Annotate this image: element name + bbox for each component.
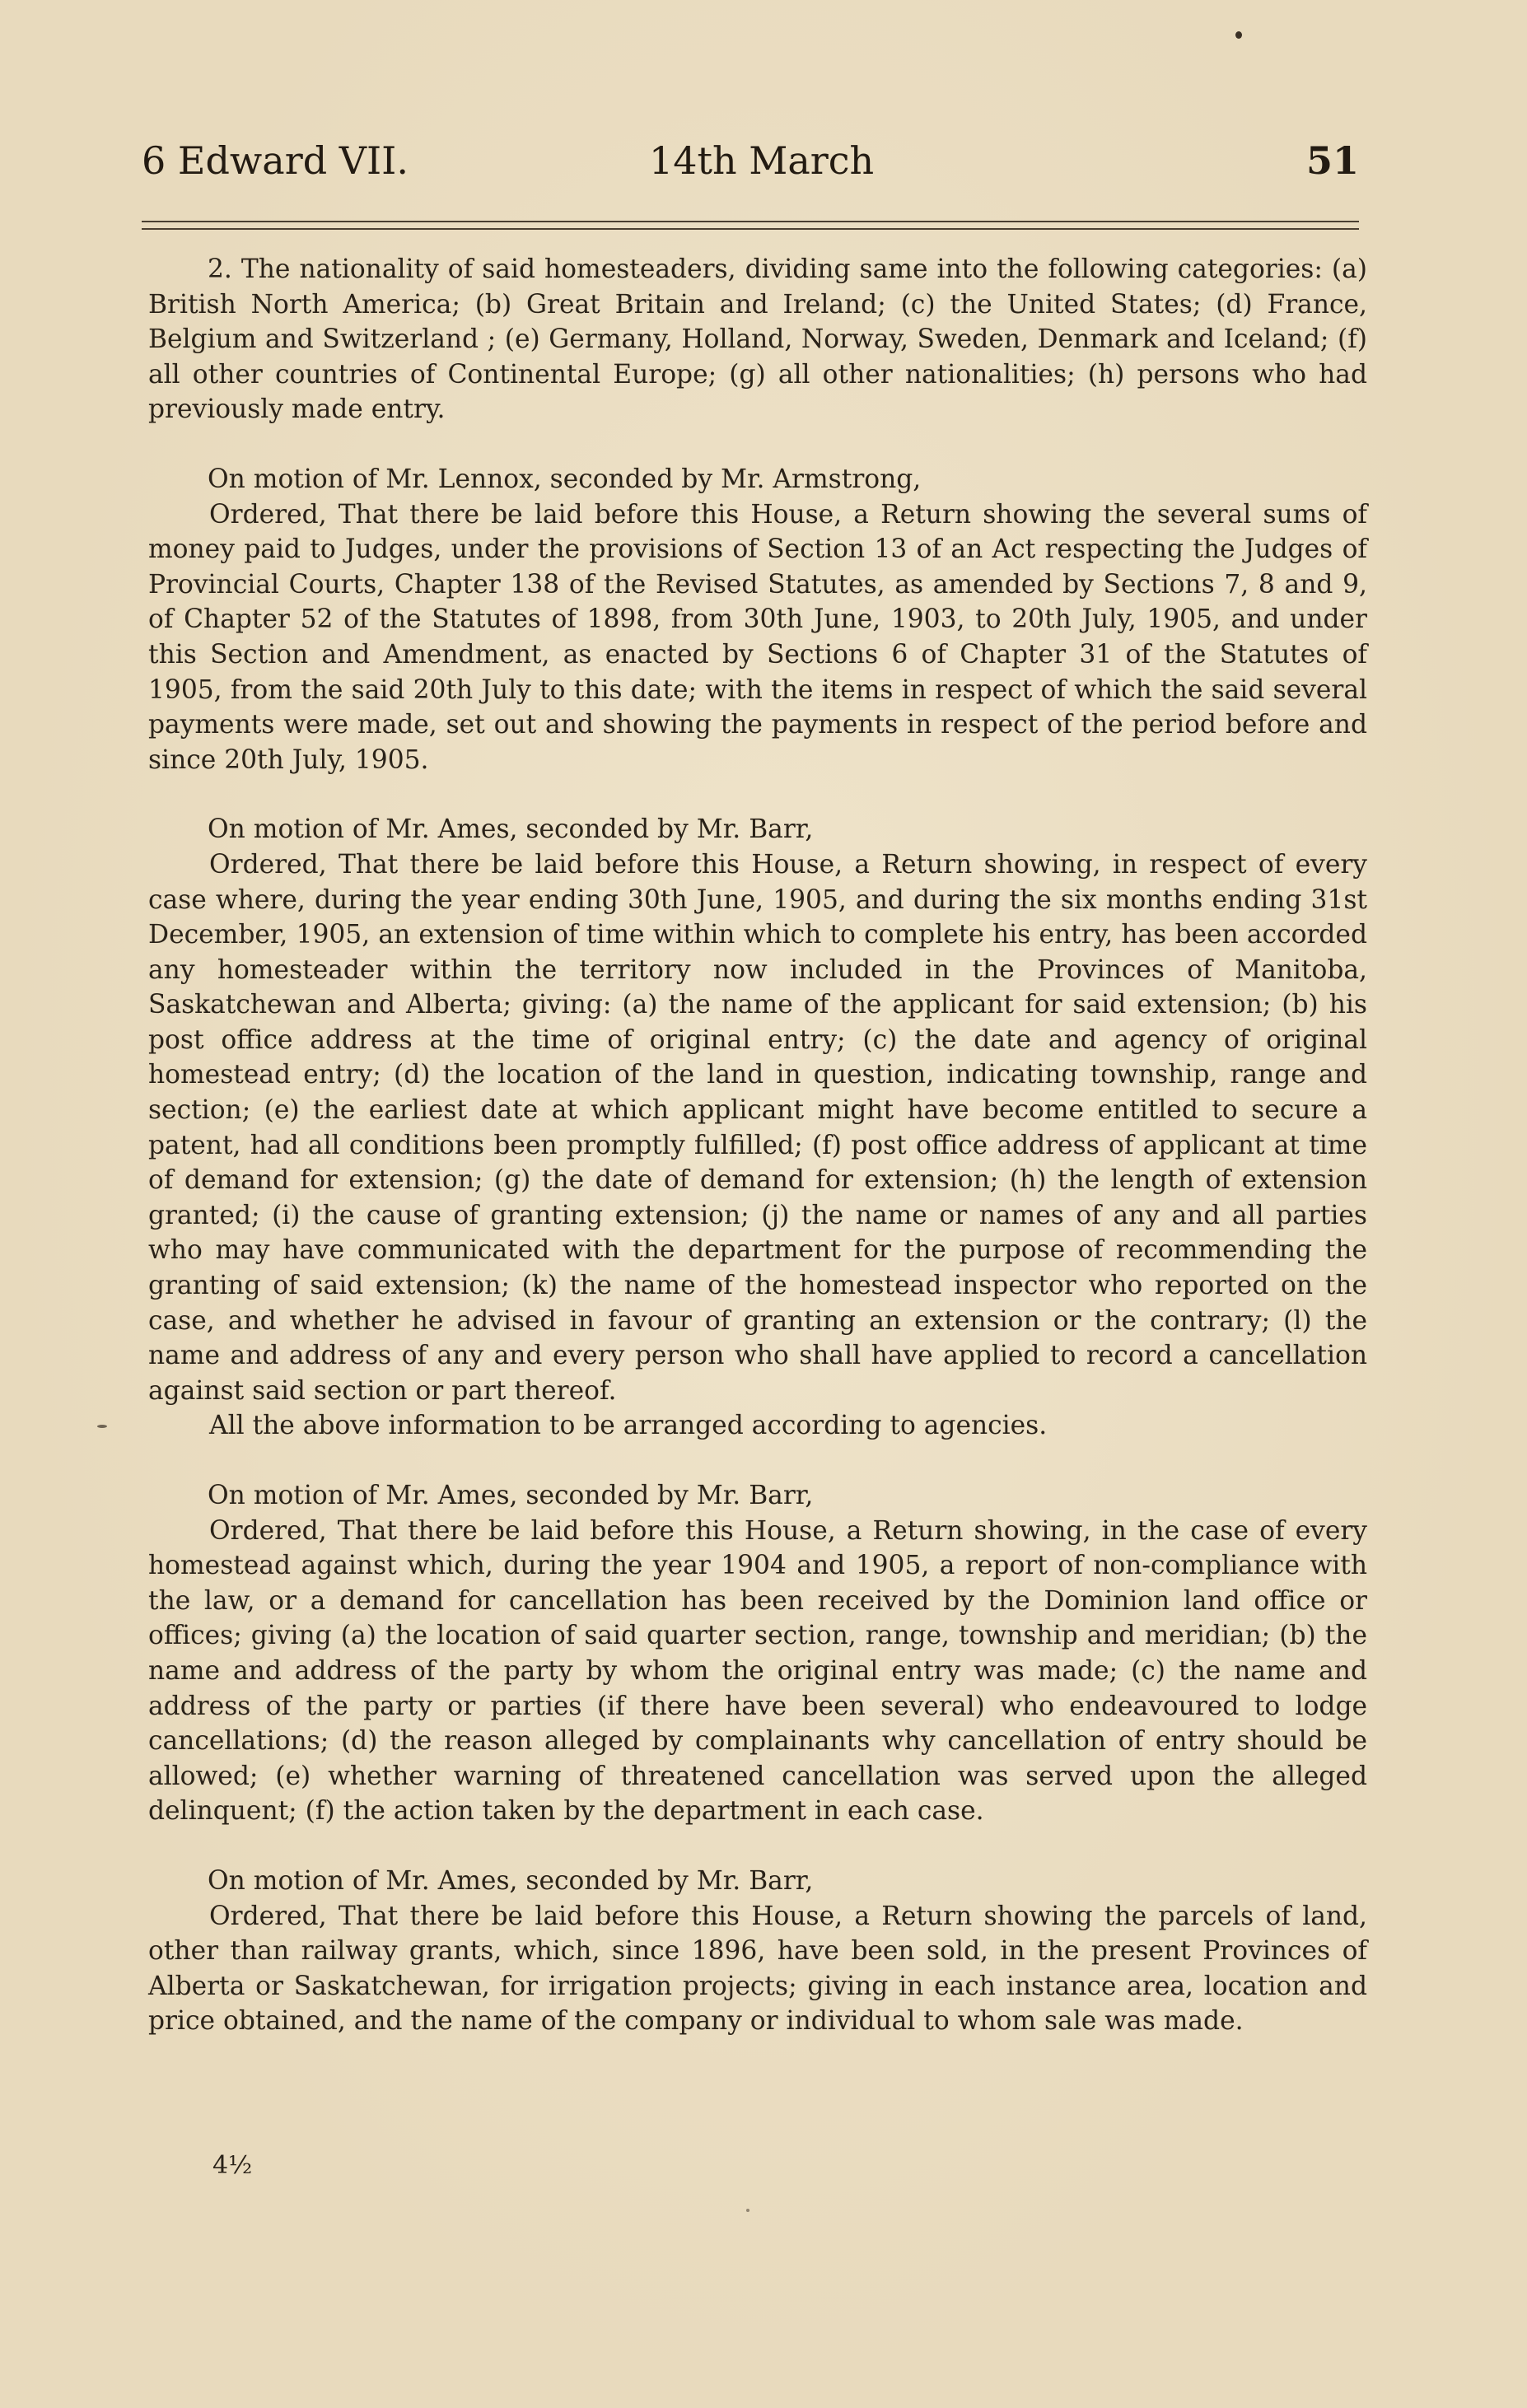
order-paragraph: Ordered, That there be laid before this House, a Return showing the several sums of money paid to Judges, under the provisions of Section 13 of an Act respecting the Judges of Provincial Courts, Chapter 138 of the Revised Statutes, as amended by Sections 7, 8 and 9, of Chapter 52 of the Statutes of 1898, from 30th June, 1903, to 20th July, 1905, and under this Section and Amendment, as enacted by Sections 6 of Chapter 31 of the Statutes of 1905, from the said 20th July to this date; with the items in respect of which the said several payments were made, set out and showing the payments in respect of the period before and since 20th July, 1905. — [148, 499, 1367, 775]
motion-line: On motion of Mr. Ames, seconded by Mr. Barr, — [208, 1481, 814, 1510]
arrangement-note: All the above information to be arranged according to agencies. — [209, 1411, 1048, 1441]
body-text — [148, 252, 1367, 2039]
print-speck — [1235, 31, 1242, 39]
order-paragraph: Ordered, That there be laid before this House, a Return showing, in the case of every homestead against which, during the year 1904 and 1905, a report of non-compliance with the law, or a demand for cancellation has been received by the Dominion land office or offices; giving (a) the location of said quarter section, range, township and meridian; (b) the name and address of the party by whom the original entry was made; (c) the name and address of the party or parties (if there have been several) who endeavoured to lodge cancellations; (d) the reason alleged by complainants why cancellation of entry should be allowed; (e) whether warning of threatened cancellation was served upon the alleged delinquent; (f) the action taken by the department in each case. — [148, 1515, 1367, 1827]
motion-line: On motion of Mr. Lennox, seconded by Mr. Armstrong, — [208, 464, 922, 494]
order-paragraph: Ordered, That there be laid before this House, a Return showing the parcels of land, other than railway grants, which, since 1896, have been sold, in the present Provinces of Alberta or Saskatchewan, for irrigation projects; giving in each instance area, location and price obtained, and the name of the company or individual to whom sale was made. — [148, 1901, 1367, 2037]
regnal-year: 6 Edward VII. — [142, 138, 409, 183]
header-rule-top — [142, 221, 1359, 222]
print-speck — [97, 1425, 107, 1428]
signature-mark: 4½ — [212, 2151, 253, 2180]
motion-line: On motion of Mr. Ames, seconded by Mr. Barr, — [208, 1865, 814, 1896]
print-speck — [746, 2209, 749, 2212]
motion-line: On motion of Mr. Ames, seconded by Mr. Barr, — [208, 814, 814, 845]
page-number: 51 — [1305, 138, 1359, 183]
paragraph-nationality: 2. The nationality of said homesteaders, dividing same into the following categories: (a) British North America; (b) Great Britain and Ireland; (c) the United States; (d) France, Belgium and Switzerland ; (e) Germany, Holland, Norway, Sweden, Denmark and Iceland; (f) all other countries of Continental Europe; (g) all other nationalities; (h) persons who had previously made entry. — [148, 254, 1367, 425]
header-rule-bottom — [142, 228, 1359, 230]
session-date: 14th March — [649, 138, 875, 183]
page-header — [142, 132, 1359, 189]
order-paragraph: Ordered, That there be laid before this House, a Return showing, in respect of every case where, during the year ending 30th June, 1905, and during the six months ending 31st December, 1905, an extension of time within which to complete his entry, has been accorded any homesteader within the territory now included in the Provinces of Manitoba, Saskatchewan and Alberta; giving: (a) the name of the applicant for said extension; (b) his post office address at the time of original entry; (c) the date and agency of original homestead entry; (d) the location of the land in question, indicating township, range and section; (e) the earliest date at which applicant might have become entitled to secure a patent, had all conditions been promptly fulfilled; (f) post office address of applicant at time of demand for extension; (g) the date of demand for extension; (h) the length of extension granted; (i) the cause of granting extension; (j) the name or names of any and all parties who may have communicated with the department for the purpose of recommending the granting of said extension; (k) the name of the homestead inspector who reported on the case, and whether he advised in favour of granting an extension or the contrary; (l) the name and address of any and every person who shall have applied to record a cancellation against said section or part thereof. — [148, 849, 1367, 1406]
